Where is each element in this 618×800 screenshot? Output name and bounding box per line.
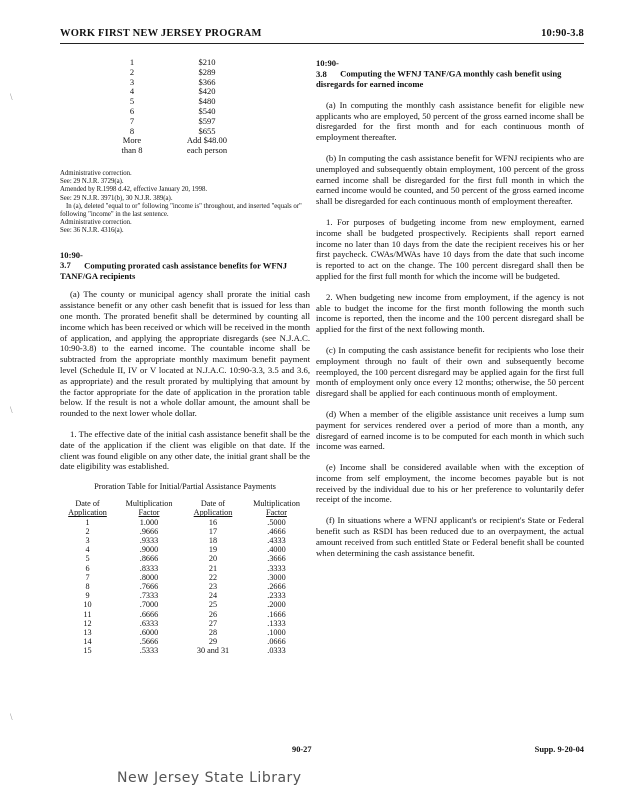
table-cell: 24 [208,591,218,601]
header-title: WORK FIRST NEW JERSEY PROGRAM [60,28,262,39]
note-line: See: 29 N.J.R. 3971(b), 30 N.J.R. 389(a). [60,194,173,202]
table-cell: 30 and 31 [196,646,230,656]
table-cell: .5666 [139,637,159,647]
paragraph: (d) When a member of the eligible assistance unit receives a lump sum payment for services rendered over a period of more than a month, any disregard of earned income is to be computed for each month in which such income was earned. [316,408,584,452]
table-row [60,610,310,619]
table-cell: .8000 [139,572,159,582]
table-cell: 5 [129,96,135,107]
table-cell: 4 [85,545,90,555]
table-cell: 11 [83,609,92,619]
table-cell: .2666 [267,581,286,591]
note-line: Administrative correction. [60,219,132,227]
table-cell: .7333 [139,591,159,601]
table-cell: 3 [129,76,135,87]
table-cell: $289 [198,66,216,77]
table-cell: .1333 [267,618,286,628]
scan-mark: \ [10,405,13,415]
scan-mark: \ [10,712,13,722]
table-cell: 1 [85,517,90,527]
note-line: Amended by R.1998 d.42, effective January 20, 1998. [60,186,208,194]
table-cell: 10 [83,600,92,610]
note-line: See: 29 N.J.R. 3729(a). [60,178,124,186]
table-cell: 15 [83,646,92,656]
table-cell: .3666 [267,554,286,564]
table-cell: 16 [208,517,218,527]
paragraph: (e) Income shall be considered available when with the exception of income from self employment, the income becomes payable but is not received by the individual due to his or her preference to voluntarily defer receipt of the income. [316,462,584,505]
paragraph: (f) In situations where a WFNJ applicant's or recipient's State or Federal benefit such as RSDI has been reduced due to an overpayment, the actual amount received from such entitled State or Federal benefit shall be counted when determining the cash assistance benefit. [316,515,584,558]
table-cell: 19 [208,545,218,555]
paragraph: (a) The county or municipal agency shall prorate the initial cash assistance benefit or any other cash benefit that is issued for less than one month. The prorated benefit shall be determined by counting all income which has been received or which will be received in the month of application, and applying the appropriate disregards (see N.J.A.C. 10:90-3.8) to the earned income. The countable income shall be subtracted from the appropriate monthly maximum benefit payment level (Schedule II, IV or V located at N.J.A.C. 10:90-3.3, 3.5 and 3.6, as appropriate) and the result prorated by multiplying that amount by the factor appropriate for the date of application in the proration table below. If the result is not a whole dollar amount, the amount shall be rounded to the next lower whole dollar. [60,289,310,419]
table-cell: $655 [198,125,216,136]
table-cell: 4 [129,86,135,97]
table-cell: .4000 [267,545,286,555]
table-cell: .7000 [139,600,159,610]
note-line: See: 36 N.J.R. 4316(a). [60,227,124,235]
table-cell: than 8 [121,145,143,156]
table-header [60,499,310,517]
table-row [60,628,310,637]
table-cell: .5333 [139,646,159,656]
paragraph: 1. For purposes of budgeting income from new employment, earned income shall be budgeted prospectively. Recipients shall report earned income no later than 10 days from the date the recipient receives his or her first paycheck. CWAs/MWAs have 10 days from the date that such income is reported to act on the change. The 100 percent disregard shall then be applied for the first full month for which the income will be budgeted. [316,216,584,281]
history-notes [60,170,310,236]
table-cell: 22 [208,572,218,582]
table-cell: .2333 [267,591,286,601]
table-cell: 12 [83,618,92,628]
table-cell: .7666 [139,581,159,591]
table-cell: .4666 [267,526,286,536]
table-cell: 23 [208,581,218,591]
table-row [102,107,252,117]
paragraph: (b) In computing the cash assistance benefit for WFNJ recipients who are unemployed and subsequently obtain employment, 100 percent of the gross earned income shall be disregarded for the first full month in which the earned income would be counted, and 50 percent of the gross earned income shall be disregarded for each continuous month of employment thereafter. [316,152,584,207]
table-cell: 8 [85,581,90,591]
table-row [60,600,310,609]
note-line: Administrative correction. [60,169,132,177]
proration-table [60,499,310,655]
table-cell: 13 [83,627,92,637]
table-cell: .8333 [139,563,159,573]
table-cell: 2 [129,66,135,77]
section-heading [316,58,584,90]
table-cell: .2000 [267,600,286,610]
table-cell: $210 [198,57,216,67]
table-cell: 5 [85,554,90,564]
table-cell: .3000 [267,572,286,582]
table-cell: 8 [129,125,135,136]
table-row [102,87,252,97]
table-row [60,564,310,573]
library-stamp: New Jersey State Library [117,770,302,786]
table-cell: 25 [208,600,218,610]
header-cell: Date of Application [68,499,107,518]
table-cell: 7 [129,115,135,126]
section-title: Computing the WFNJ TANF/GA monthly cash benefit using disregards for earned income [316,68,562,90]
table-row [60,545,310,554]
paragraph: (a) In computing the monthly cash assistance benefit for eligible new applicants who are employed, 50 percent of the gross earned income shall be disregarded for the first month and for each continuous month of employment thereafter. [316,99,584,143]
note-line: In (a), deleted "equal to or" following "income is" throughout, and inserted "equals or" following "income" in the last sentence. [60,202,302,218]
table-row [102,58,252,68]
table-row [102,97,252,107]
header-cell: Multiplication Factor [253,499,300,518]
table-cell: each person [186,145,228,156]
table-cell: 27 [208,618,218,628]
table-cell: Add $48.00 [186,135,228,146]
table-row [60,619,310,628]
table-cell: 20 [208,554,218,564]
header-cell: Multiplication Factor [125,499,173,518]
table-cell: .3333 [267,563,286,573]
table-cell: More [122,135,142,146]
section-number: 10:90-3.8 [316,58,339,79]
benefit-table [102,58,252,156]
table-cell: 1.000 [139,517,159,527]
scan-mark: \ [10,92,13,102]
table-cell: .9000 [139,545,159,555]
table-row [102,146,252,156]
table-cell: $366 [198,76,216,87]
table-cell: 17 [208,526,218,536]
table-cell: .0333 [267,646,286,656]
table-row [60,591,310,600]
table-cell: 18 [208,535,218,545]
paragraph: (c) In computing the cash assistance benefit for recipients who lose their employment through no fault of their own and subsequently become reemployed, the 100 percent disregard may be applied again for the first full month of employment only once every 12 months; otherwise, the 50 percent disregard shall be applied for each continuous month of employment. [316,344,584,399]
table-cell: 6 [85,563,90,573]
supplement-date: Supp. 9-20-04 [534,745,584,754]
table-cell: 28 [208,627,218,637]
table-cell: 3 [85,535,90,545]
table-row [60,518,310,527]
table-cell: .6666 [139,609,159,619]
section-number: 10:90-3.7 [60,249,83,271]
right-column [316,58,584,558]
table-row [102,68,252,78]
table-cell: 6 [129,105,135,116]
table-cell: $597 [198,115,216,126]
table-cell: .4333 [267,535,286,545]
table-cell: 2 [85,526,90,536]
table-cell: 7 [85,572,90,582]
table-cell: .1000 [267,627,286,637]
paragraph: 2. When budgeting new income from employment, if the agency is not able to budget the income for the first month following the month such income is reported, then the income and the 100 percent disregard shall be applied for the first of the next following month. [316,291,584,335]
table-row [60,536,310,545]
table-row [102,117,252,127]
proration-table-title: Proration Table for Initial/Partial Assistance Payments [94,482,276,492]
table-cell: .6000 [139,627,159,637]
table-row [60,582,310,591]
header-section: 10:90-3.8 [541,28,584,39]
table-row [60,554,310,563]
table-cell: .9666 [139,526,159,536]
section-title: Computing prorated cash assistance benefits for WFNJ TANF/GA recipients [60,260,288,281]
table-cell: 9 [85,591,90,601]
table-cell: .5000 [267,517,286,527]
section-heading [60,250,310,282]
left-column [60,58,310,656]
table-cell: .0666 [267,637,286,647]
table-cell: $540 [198,105,216,116]
table-cell: 26 [208,609,218,619]
table-cell: .9333 [139,535,159,545]
table-cell: .1666 [267,609,286,619]
page-number: 90-27 [292,745,312,754]
table-row [60,573,310,582]
proration-rows [60,518,310,656]
table-cell: .8666 [139,554,159,564]
table-row [60,646,310,655]
table-cell: 29 [208,637,218,647]
table-cell: .6333 [139,618,159,628]
table-row [60,527,310,536]
running-header [60,28,584,42]
table-cell: $480 [198,96,216,107]
header-rule [60,43,584,44]
header-cell: Date of Application [193,499,233,518]
table-cell: $420 [198,86,216,97]
paragraph: 1. The effective date of the initial cash assistance benefit shall be the date of the application if the client was eligible on that date. If the client was found eligible on any other date, the initial grant shall be the date eligibility was established. [60,428,310,472]
table-row [102,78,252,88]
table-cell: 21 [208,563,218,573]
table-row [60,637,310,646]
table-cell: 14 [83,637,92,647]
table-cell: 1 [129,57,135,67]
